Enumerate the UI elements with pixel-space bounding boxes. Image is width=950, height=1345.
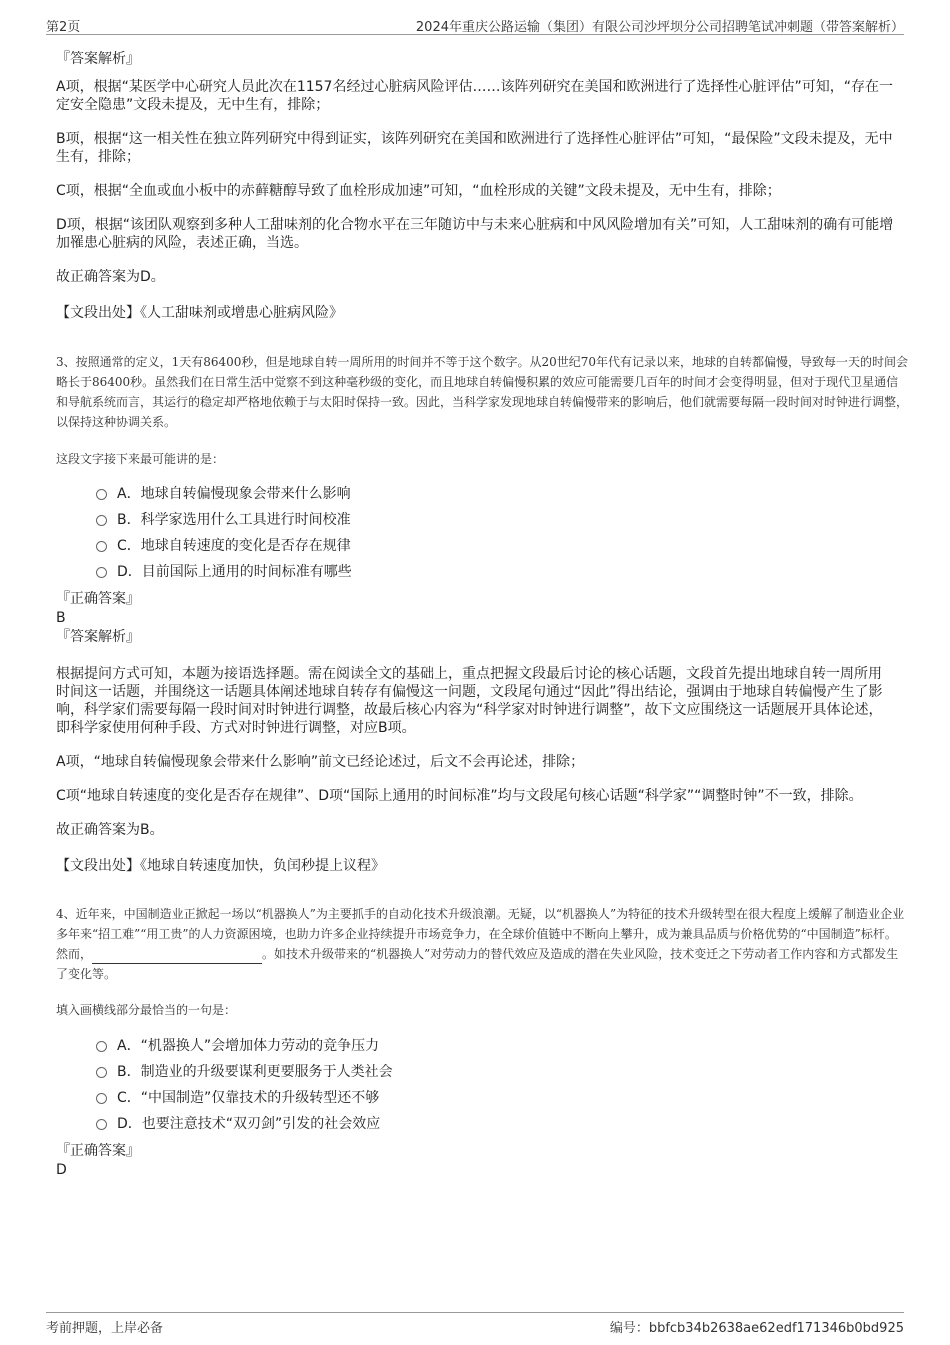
q4-text: 4、近年来，中国制造业正掀起一场以“机器换人”为主要抓手的自动化技术升级浪潮。无疑，以“机器换人”为特征的技术升级转型在很大程度上缓解了制造业企业多年来“招工难”“用工贵”的人力资源困境，也助力许多企业持续提升市场竞争力，在全球价值链中不断向上攀升，成为兼具品质与价格优势的“中国制造”标杆。然而， 。如技术升级带来的“机器换人”对劳动力的替代效应及造成的潜在失业风险，技术变迁之下劳动者工作内容和方式都发生了变化等。: [56, 907, 905, 981]
radio-icon[interactable]: [96, 515, 107, 526]
q4-option-d[interactable]: D．也要注意技术“双刃剑”引发的社会效应: [96, 1111, 393, 1137]
q3-analysis-text: 根据提问方式可知，本题为接语选择题。需在阅读全文的基础上，重点把握文段最后讨论的核心话题，文段首先提出地球自转一周所用时间这一话题，并围绕这一话题具体阐述地球自转存有偏慢这一问题，文段尾句通过“因此”得出结论，强调由于地球自转偏慢产生了影响，科学家们需要每隔一段时间对时钟进行调整，故最后核心内容为“科学家对时钟进行调整”，故下文应围绕这一话题展开具体论述，即科学家使用何种手段、方式对时钟进行调整，对应B项。: [56, 666, 883, 736]
q4-options: [96, 1033, 393, 1137]
q4-answer-tag: 『正确答案』: [56, 1143, 140, 1159]
q3-prompt: 这段文字接下来最可能讲的是：: [56, 452, 225, 466]
page-footer: [46, 1312, 904, 1335]
radio-icon[interactable]: [96, 1067, 107, 1078]
q4-answer: D: [56, 1162, 67, 1178]
footer-id: 编号：bbfcb34b2638ae62edf171346b0bd925: [609, 1321, 904, 1336]
q3-options: [96, 481, 352, 585]
q3-answer: B: [56, 610, 66, 626]
footer-slogan: 考前押题，上岸必备: [46, 1321, 164, 1336]
fill-blank: [92, 951, 262, 964]
q3-analysis-cd: C项“地球自转速度的变化是否存在规律”、D项“国际上通用的时间标准”均与文段尾句核心话题“科学家”“调整时钟”不一致，排除。: [56, 788, 863, 804]
radio-icon[interactable]: [96, 1119, 107, 1130]
q3-conclusion: 故正确答案为B。: [56, 822, 164, 838]
q3-option-d[interactable]: D．目前国际上通用的时间标准有哪些: [96, 559, 352, 585]
q3-option-a[interactable]: A．地球自转偏慢现象会带来什么影响: [96, 481, 352, 507]
q3-text: 3、按照通常的定义，1天有86400秒，但是地球自转一周所用的时间并不等于这个数字。从20世纪70年代有记录以来，地球的自转都偏慢，导致每一天的时间会略长于86400秒。虽然我们在日常生活中觉察不到这种毫秒级的变化，而且地球自转偏慢积累的效应可能需要几百年的时间才会变得明显，但对于现代卫星通信和导航系统而言，其运行的稳定却严格地依赖于与太阳时保持一致。因此，当科学家发现地球自转偏慢带来的影响后，他们就需要每隔一段时间对时钟进行调整，以保持这种协调关系。: [56, 355, 909, 429]
q3-analysis-a: A项，“地球自转偏慢现象会带来什么影响”前文已经论述过，后文不会再论述，排除；: [56, 754, 585, 770]
radio-icon[interactable]: [96, 567, 107, 578]
radio-icon[interactable]: [96, 541, 107, 552]
q2-analysis-b: B项，根据“这一相关性在独立阵列研究中得到证实，该阵列研究在美国和欧洲进行了选择性心脏评估”可知，“最保险”文段未提及，无中生有，排除；: [56, 131, 893, 165]
q2-analysis-c: C项，根据“全血或血小板中的赤藓糖醇导致了血栓形成加速”可知，“血栓形成的关键”文段未提及，无中生有，排除；: [56, 183, 781, 199]
q4-option-b[interactable]: B．制造业的升级要谋利更要服务于人类社会: [96, 1059, 393, 1085]
q4-option-c[interactable]: C．“中国制造”仅靠技术的升级转型还不够: [96, 1085, 393, 1111]
q2-analysis-tag: 『答案解析』: [56, 51, 140, 67]
q2-analysis: [56, 40, 894, 352]
q4-option-a[interactable]: A．“机器换人”会增加体力劳动的竞争压力: [96, 1033, 393, 1059]
page-number: 第2页: [46, 20, 81, 35]
radio-icon[interactable]: [96, 489, 107, 500]
q3-source: 【文段出处】《地球自转速度加快，负闰秒提上议程》: [56, 858, 385, 874]
q3-answer-tag: 『正确答案』: [56, 591, 140, 607]
page-header: [46, 14, 904, 35]
q3-analysis-tag: 『答案解析』: [56, 629, 140, 645]
q2-analysis-a: A项，根据“某医学中心研究人员此次在1157名经过心脏病风险评估……该阵列研究在美国和欧洲进行了选择性心脏评估”可知，“存在一定安全隐患”文段未提及，无中生有，排除；: [56, 79, 893, 113]
q2-source: 【文段出处】《人工甜味剂或增患心脏病风险》: [56, 305, 343, 321]
q3-option-b[interactable]: B．科学家选用什么工具进行时间校准: [96, 507, 352, 533]
q2-conclusion: 故正确答案为D。: [56, 269, 165, 285]
q3-answer-block: [56, 590, 894, 647]
q4-answer-block: [56, 1142, 894, 1180]
q3-analysis: [56, 665, 894, 905]
q3-option-c[interactable]: C．地球自转速度的变化是否存在规律: [96, 533, 352, 559]
q4-prompt: 填入画横线部分最恰当的一句是：: [56, 1003, 237, 1017]
q2-analysis-d: D项，根据“该团队观察到多种人工甜味剂的化合物水平在三年随访中与未来心脏病和中风风险增加有关”可知，人工甜味剂的确有可能增加罹患心脏病的风险，表述正确，当选。: [56, 217, 894, 251]
radio-icon[interactable]: [96, 1093, 107, 1104]
document-title: 2024年重庆公路运输（集团）有限公司沙坪坝分公司招聘笔试冲刺题（带答案解析）: [415, 20, 904, 35]
radio-icon[interactable]: [96, 1041, 107, 1052]
